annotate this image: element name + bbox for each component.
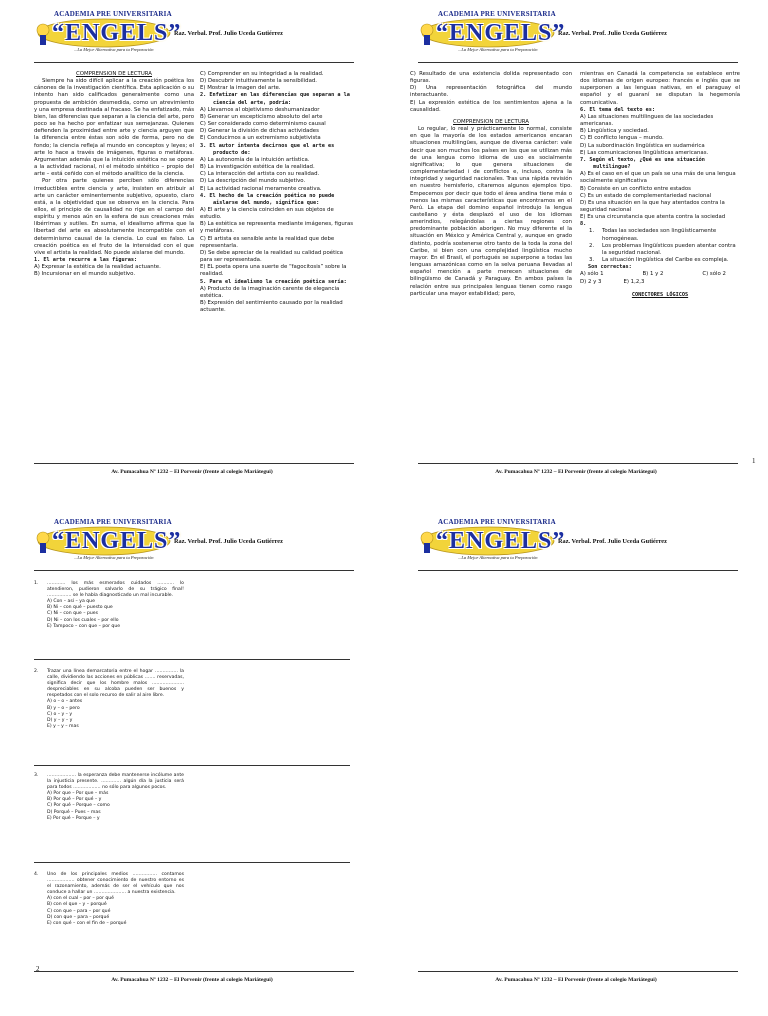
answer-option: D) Una representación fotográfica del mundo interactuante. xyxy=(410,85,572,99)
document-page-4 xyxy=(384,508,768,1016)
exercise-options xyxy=(34,599,184,629)
section-title: CONECTORES LÓGICOS xyxy=(631,291,689,298)
answer-option: A) sólo 1 xyxy=(580,271,604,278)
document-page-3 xyxy=(0,508,384,1016)
statement-item: 2. Los problemas lingüísticos pueden atentar contra la seguridad nacional. xyxy=(589,242,736,256)
reading-paragraph: Siempre ha sido difícil aplicar a la creación poética los cánones de la investigación científica. Esta aplicación o su intento han sido calificados generalmente como una propuesta de ambición desmedida, como un atrevimiento y una empresa destinada al fracaso. Se ha enfatizado, más bien, las diferencias que separan a la ciencia del arte, pero poco se ha hecho por enfatizar sus semejanzas. Quienes defienden la proximidad entre arte y ciencia arguyen que la diferencia entre éstas son sólo de forma, pero no de fondo; la ciencia refleja al mundo en conceptos y leyes; el arte lo hace a través de imágenes, figuras o metáforas. Argumentan además que la intuición estética no se opone a la actividad racional, ni el método sintético – propio del arte – está ceñido con el método analítico de la ciencia. xyxy=(34,78,195,178)
answer-option: E) 1,2,3 xyxy=(623,278,645,285)
answer-option: C) El artista es sensible ante la realidad que debe representarla. xyxy=(200,235,335,249)
academy-name: “ENGELS” xyxy=(52,20,182,46)
footer-rule xyxy=(418,971,738,972)
question-7: 7. Según el texto, ¿Qué es una situación multilingue? xyxy=(580,156,705,171)
question-3: 3. El autor intenta decirnos que el arte es producto de: xyxy=(200,142,335,156)
answer-option: B) Consiste en un conflicto entre estados xyxy=(580,185,691,192)
answer-option: D) y – y – y xyxy=(47,717,73,723)
answer-option: D) con que – para – porqué xyxy=(47,914,110,920)
academy-slogan: ...La Mejor Alternativa para tu Preparación xyxy=(74,47,154,52)
academy-name: “ENGELS” xyxy=(52,528,182,554)
answer-option: B) Incursionar en el mundo subjetivo. xyxy=(34,271,136,278)
reading-title: COMPRENSION DE LECTURA xyxy=(453,118,529,125)
page-header xyxy=(34,516,354,566)
answer-option: A) La autonomía de la intuición artística. xyxy=(200,156,310,163)
answer-option: B) Ni – con qué – puesto que xyxy=(47,605,113,611)
exercise-number: 3. xyxy=(34,773,39,778)
left-column xyxy=(410,71,572,298)
exercise-statement xyxy=(34,773,184,791)
question-5: 5. Para el idealismo la creación poética sería: xyxy=(200,278,347,285)
answer-option: D) Se debe apreciar de la realidad su calidad poética para ser representada. xyxy=(200,249,343,264)
question-1: 1. El arte recurre a las figuras: xyxy=(34,257,138,264)
answer-option: E) La expresión estética de los sentimientos ajena a la causalidad. xyxy=(410,99,572,113)
academy-slogan: ...La Mejor Alternativa para tu Preparación xyxy=(74,555,154,560)
reading-paragraph: mientras en Canadá la competencia se establece entre dos idiomas de origen europeo: francés e inglés que se superponen a las lenguas nativas, en el paraguay el español y el guaraní se disputan la hegemonía comunicativa. xyxy=(580,71,740,106)
answer-option: B) con el que – y – porqué xyxy=(47,902,107,908)
page-footer: Av. Pumacahua Nº 1232 – El Porvenir (frente al colegio Mariátegui) xyxy=(495,977,657,983)
exercise-2 xyxy=(34,669,184,730)
answer-option: D) Es una situación en la que hay atentados contra la seguridad nacional xyxy=(580,199,725,213)
academy-type: ACADEMIA PRE UNIVERSITARIA xyxy=(438,10,556,18)
exercise-text: Trazar una línea demarcatoria entre el hogar …………… la calle, dividiendo las acciones en públicas ……. reservadas, significa decir que los hombre malos ………………… despreciables en su alcoba pueden ser buenos y respetados con el solo recurso de salir al aire libre. xyxy=(47,669,184,699)
answer-option: D) La subordinación lingüística en sudamérica xyxy=(580,142,705,149)
academy-type: ACADEMIA PRE UNIVERSITARIA xyxy=(54,518,172,526)
answer-option: C) La interacción del artista con su realidad. xyxy=(200,171,320,178)
exercise-text: Uno de los principales medios ……………. contamos ……………… obtener conocimiento de nuestro entorno es el razonamiento, además de ser el vehículo que nos conduce a hallar un ………………… a nuestra existencia. xyxy=(47,872,184,896)
reading-title: COMPRENSION DE LECTURA xyxy=(76,71,152,77)
footer-rule xyxy=(34,463,354,464)
answer-option: E) y – y – mas xyxy=(47,723,79,729)
header-rule xyxy=(418,62,738,63)
answer-option: E) EL poeta opera una suerte de “fagocitosis” sobre la realidad. xyxy=(200,264,347,278)
answer-option: C) Ser considerado como determinismo causal xyxy=(200,121,326,128)
right-column xyxy=(580,71,740,299)
answer-option: A) Las situaciones multilingues de las sociedades americanas. xyxy=(580,113,714,128)
answer-option: B) Expresión del sentimiento causado por la realidad actuante. xyxy=(200,300,343,314)
answer-option: E) Es una circunstancia que atenta contra la sociedad xyxy=(580,214,726,221)
answer-option: C) El conflicto lengua – mundo. xyxy=(580,135,664,142)
answer-option: E) La actividad racional meramente creativa. xyxy=(200,185,322,192)
question-4: 4. El hecho de la creación poética no puede aislarse del mundo, significa que: xyxy=(200,192,335,206)
answer-option: D) Generar la división de dichas actividades xyxy=(200,128,319,135)
answer-option: C) Comprender en su integridad a la realidad. xyxy=(200,71,324,77)
exercise-statement xyxy=(34,872,184,896)
page-footer: Av. Pumacahua Nº 1232 – El Porvenir (frente al colegio Mariátegui) xyxy=(495,469,657,475)
header-rule xyxy=(418,570,738,571)
answer-option: B) La estética se representa mediante imágenes, figuras y metáforas. xyxy=(200,221,354,235)
answer-option: B) 1 y 2 xyxy=(642,271,664,278)
answer-option: C) Resultado de una existencia dolida representado con figuras. xyxy=(410,71,572,85)
reading-paragraph: Lo regular, lo real y prácticamente lo normal, consiste en que la mayoría de los estados americanos encaran situaciones multilingües, aunque de diversa carácter: vale decir que son muchos los países en los que se utilizan más de una lengua como idioma de uso es socialmente significativa; lo que genera situaciones de complementariedad i de conflictos e, incluso, contra la integridad y seguridad nacionales. Tras una rápida revisión en nuestro hemisferio, citaremos algunos ejemplos tipo. Empecemos por decir que todo el área andina tiene más o menos las mismas características que encontramos en el Perú. La etapa del domino español introdujo la lengua castellano y ésta desplazó el uso de los idiomas amerindios, relegándolas a ciertas regiones con predominante población aborigen. No muy diferente el la situación en México y América Central y, aunque en grado distinto, podría sostenerse otro tanto de la toda la zona del Caribe, si bien con una complejidad lingüística mucho mayor. En el Brasil, el portugués se superpone a todas las lenguas amazónicas como en la selva peruana llevadas al español mención a parte merecen situaciones de bilingüismo de Canadá y Paraguay. En ambos países la relación entre sus principales lenguas tienen como rasgo particular una mayor estabilidad; pero, xyxy=(410,126,572,297)
course-header: Raz. Verbal. Prof. Julio Uceda Gutiérrez xyxy=(558,30,667,37)
footer-rule xyxy=(34,971,354,972)
answer-option: A) Es el caso en el que un país se una más de una lengua socialmente significativa xyxy=(580,171,736,185)
page-number: 2 xyxy=(36,965,40,973)
page-footer: Av. Pumacahua Nº 1232 – El Porvenir (frente al colegio Mariátegui) xyxy=(111,977,273,983)
academy-slogan: ...La Mejor Alternativa para tu Preparación xyxy=(458,555,538,560)
page-number: 1 xyxy=(752,457,756,465)
exercise-number: 4. xyxy=(34,872,39,877)
right-column xyxy=(200,71,356,314)
exercise-options xyxy=(34,791,184,821)
statement-text: La situación lingüística del Caribe es compleja. xyxy=(602,257,729,264)
header-rule xyxy=(34,570,354,571)
academy-logo xyxy=(418,516,566,564)
answer-option: C) o – y – y xyxy=(47,711,73,717)
answer-option: E) con qué – con el fin de – porqué xyxy=(47,920,127,926)
separator-rule xyxy=(34,765,350,766)
answer-option: C) con que – para – por qué xyxy=(47,908,111,914)
page-footer: Av. Pumacahua Nº 1232 – El Porvenir (frente al colegio Mariátegui) xyxy=(111,469,273,475)
answer-option: A) Llevarnos al objetivismo deshumanizador xyxy=(200,106,320,113)
question-6: 6. El tema del texto es: xyxy=(580,106,655,113)
question-8: 8. xyxy=(580,221,587,228)
exercise-options xyxy=(34,699,184,729)
answer-option: D) La descripción del mundo subjetivo. xyxy=(200,178,306,185)
exercise-options xyxy=(34,896,184,926)
answer-option: A) Con – así – ya que xyxy=(47,599,95,605)
academy-name: “ENGELS” xyxy=(436,20,566,46)
academy-logo xyxy=(34,8,182,56)
answer-option: C) Por qué – Porque – como xyxy=(47,803,110,809)
answer-option: E) Por qué – Porque – y xyxy=(47,815,100,821)
separator-rule xyxy=(34,659,350,660)
answer-option: B) Generar un escepticismo absoluto del arte xyxy=(200,113,323,120)
statement-text: Los problemas lingüísticos pueden atentar contra la seguridad nacional. xyxy=(602,242,736,256)
academy-type: ACADEMIA PRE UNIVERSITARIA xyxy=(54,10,172,18)
answer-option: B) Lingüística y sociedad. xyxy=(580,128,649,135)
statement-item: 3. La situación lingüística del Caribe es compleja. xyxy=(589,257,729,264)
exercise-text: ………… los más esmerados cuidados ……….. lo atendieron, pudieron salvarlo de su trágico final! ……………. se le había diagnosticado un mal incurable. xyxy=(47,581,184,599)
exercise-statement xyxy=(34,669,184,699)
answer-option: E) Conducirnos a un extremismo subjetivista xyxy=(200,135,321,142)
academy-logo xyxy=(418,8,566,56)
reading-paragraph: Por otra parte quienes perciben sólo diferencias irreductibles entre ciencia y arte, insisten en atribuir al arte un carácter eminentemente subjetivo, opuesto, claro está, a la objetividad que se observa en la ciencia. Para ellos, el principio de causalidad no rige en el campo del espíritu y menos aún en la esfera de sus creaciones más libérrimas y sutiles. En suma, el idealismo afirma que la libertad del arte es absolutamente incompatible con el determinismo causal de la ciencia. Lo cual es falso. La creación poética es el fruto de la intensidad con el que vive el artista la realidad. No puede aislarse del mundo. xyxy=(34,178,194,256)
header-rule xyxy=(34,62,354,63)
academy-logo xyxy=(34,516,182,564)
course-header: Raz. Verbal. Prof. Julio Uceda Gutiérrez xyxy=(174,538,283,545)
answer-option: D) Ni – con los cuales – por ello xyxy=(47,617,119,623)
answer-option: D) 2 y 3 xyxy=(580,278,602,285)
document-page-2 xyxy=(384,0,768,508)
answer-option: A) o – o – antes xyxy=(47,699,83,705)
answer-option: A) con el cual – por – por qué xyxy=(47,896,114,902)
answer-option: A) Expresar la estética de la realidad actuante. xyxy=(34,264,161,271)
course-header: Raz. Verbal. Prof. Julio Uceda Gutiérrez xyxy=(174,30,283,37)
page-header xyxy=(34,8,354,58)
left-column xyxy=(34,71,194,279)
exercise-4 xyxy=(34,872,184,927)
exercise-number: 1. xyxy=(34,581,39,586)
academy-type: ACADEMIA PRE UNIVERSITARIA xyxy=(438,518,556,526)
question-2: 2. Enfatizar en las diferencias que separan a la ciencia del arte, podría: xyxy=(200,92,350,106)
exercise-statement xyxy=(34,581,184,599)
page-header xyxy=(418,516,738,566)
answer-option: E) Las comunicaciones lingüísticas americanas. xyxy=(580,149,709,156)
exercise-3 xyxy=(34,773,184,822)
answer-option: B) Por qué – Por qué – y xyxy=(47,797,102,803)
document-page-1 xyxy=(0,0,384,508)
answer-options-row xyxy=(580,279,740,286)
academy-name: “ENGELS” xyxy=(436,528,566,554)
answer-option: B) La investigación estética de la realidad. xyxy=(200,164,315,171)
exercise-number: 2. xyxy=(34,669,39,674)
answer-option: A) Producto de la imaginación carente de elegancia estética. xyxy=(200,285,340,299)
answer-option: E) Tampoco – con que – por que xyxy=(47,623,121,629)
exercise-text: ………………. la esperanza debe mantenerse incólume ante la injusticia presente. …………. algún día la justicia será para todos ……………… no sólo para algunos pocos. xyxy=(47,773,184,791)
answer-option: D) Porqué – Pues – mas xyxy=(47,809,101,815)
statement-item: 1. Todas las sociedades son lingüísticamente homogéneas. xyxy=(589,228,717,242)
answer-options-row xyxy=(580,271,740,278)
footer-rule xyxy=(418,463,738,464)
separator-rule xyxy=(34,862,350,863)
statement-text: Todas las sociedades son lingüísticamente homogéneas. xyxy=(602,228,717,242)
answer-option: C) sólo 2 xyxy=(702,271,726,278)
answer-option: B) y – o – pero xyxy=(47,705,80,711)
answer-option: C) Es un estado de complementariedad nacional xyxy=(580,192,712,199)
answer-option: D) Descubrir intuitivamente la sensibilidad. xyxy=(200,78,318,85)
academy-slogan: ...La Mejor Alternativa para tu Preparación xyxy=(458,47,538,52)
answer-option: A) Por que – Por que – más xyxy=(47,791,109,797)
course-header: Raz. Verbal. Prof. Julio Uceda Gutiérrez xyxy=(558,538,667,545)
answer-option: C) Ni – con que – pues xyxy=(47,611,99,617)
answer-option: A) El arte y la ciencia coinciden en sus objetos de estudio. xyxy=(200,206,334,221)
exercise-1 xyxy=(34,581,184,630)
question-8-prompt: Son correctas: xyxy=(588,264,632,271)
answer-option: E) Mostrar la imagen del arte. xyxy=(200,85,281,92)
page-header xyxy=(418,8,738,58)
